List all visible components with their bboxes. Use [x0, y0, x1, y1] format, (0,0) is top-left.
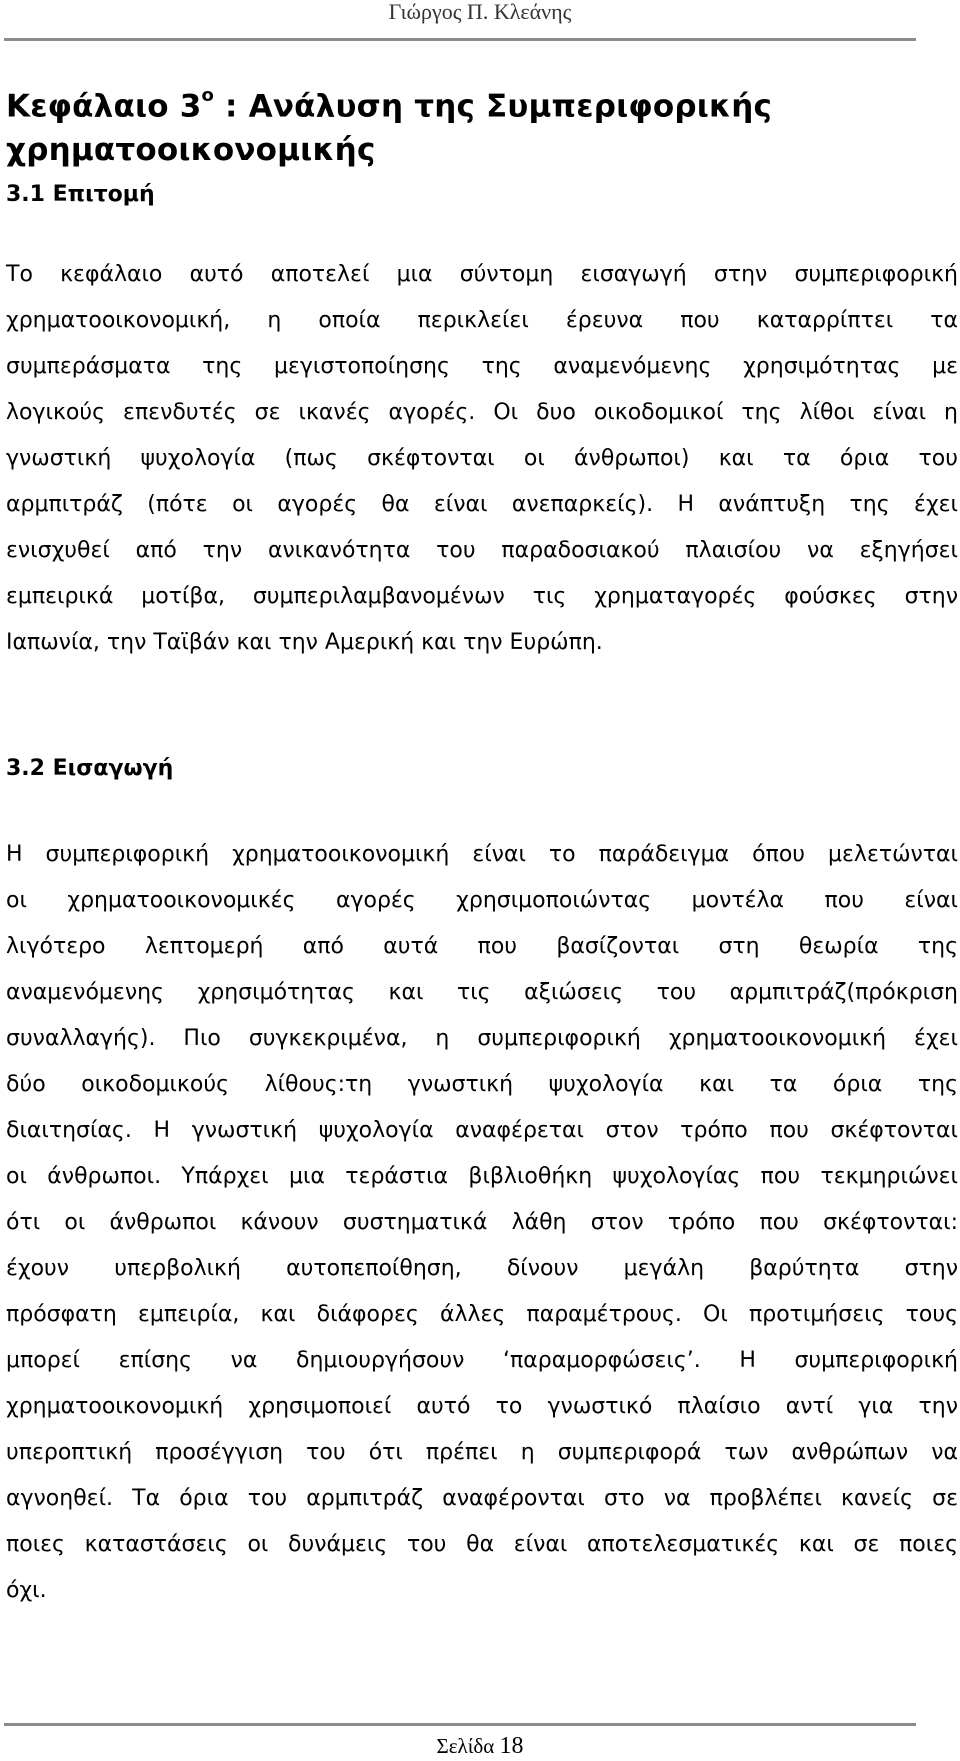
paragraph-line: Η συμπεριφορική χρηματοοικονομική είναι το παράδειγμα όπου μελετώνται [6, 842, 958, 867]
paragraph-line: εμπειρικά μοτίβα, συμπεριλαμβανομένων τις χρηματαγορές φούσκες στην [6, 584, 958, 609]
section-heading-summary: 3.1 Επιτομή [6, 182, 155, 207]
paragraph-line: γνωστική ψυχολογία (πως σκέφτονται οι άνθρωποι) και τα όρια του [6, 446, 958, 471]
footer-divider [4, 1723, 916, 1726]
paragraph-line: ότι οι άνθρωποι κάνουν συστηματικά λάθη στον τρόπο που σκέφτονται: [6, 1210, 958, 1235]
header-author: Γιώργος Π. Κλεάνης [388, 0, 572, 24]
paragraph-line: υπεροπτική προσέγγιση του ότι πρέπει η συμπεριφορά των ανθρώπων να [6, 1440, 958, 1465]
header-divider [4, 38, 916, 41]
chapter-title-prefix: Κεφάλαιο 3 [6, 88, 202, 125]
paragraph-line: Ιαπωνία, την Ταϊβάν και την Αμερική και την Ευρώπη. [6, 630, 603, 655]
chapter-title-rest: : Ανάλυση της Συμπεριφορικής [214, 88, 773, 125]
paragraph-line: συμπεράσματα της μεγιστοποίησης της αναμενόμενης χρησιμότητας με [6, 354, 958, 379]
paragraph-line: λογικούς επενδυτές σε ικανές αγορές. Οι δυο οικοδομικοί της λίθοι είναι η [6, 400, 958, 425]
section-heading-introduction: 3.2 Εισαγωγή [6, 756, 174, 781]
paragraph-line: αγνοηθεί. Τα όρια του αρμπιτράζ αναφέρονται στο να προβλέπει κανείς σε [6, 1486, 958, 1511]
paragraph-line: ποιες καταστάσεις οι δυνάμεις του θα είναι αποτελεσματικές και σε ποιες [6, 1532, 958, 1557]
paragraph-line: χρηματοοικονομική, η οποία περικλείει έρευνα που καταρρίπτει τα [6, 308, 958, 333]
page-number: 18 [499, 1733, 524, 1759]
paragraph-line: Το κεφάλαιο αυτό αποτελεί μια σύντομη εισαγωγή στην συμπεριφορική [6, 262, 958, 287]
paragraph-line: οι άνθρωποι. Υπάρχει μια τεράστια βιβλιοθήκη ψυχολογίας που τεκμηριώνει [6, 1164, 958, 1189]
introduction-paragraph [6, 832, 958, 1614]
paragraph-line: αρμπιτράζ (πότε οι αγορές θα είναι ανεπαρκείς). Η ανάπτυξη της έχει [6, 492, 958, 517]
chapter-title-line2: χρηματοοικονομικής [6, 132, 376, 169]
paragraph-line: δύο οικοδομικούς λίθους:τη γνωστική ψυχολογία και τα όρια της [6, 1072, 958, 1097]
paragraph-line: ενισχυθεί από την ανικανότητα του παραδοσιακού πλαισίου να εξηγήσει [6, 538, 958, 563]
paragraph-line: λιγότερο λεπτομερή από αυτά που βασίζονται στη θεωρία της [6, 934, 958, 959]
paragraph-line: έχουν υπερβολική αυτοπεποίθηση, δίνουν μεγάλη βαρύτητα στην [6, 1256, 958, 1281]
paragraph-line: μπορεί επίσης να δημιουργήσουν ‘παραμορφώσεις’. Η συμπεριφορική [6, 1348, 958, 1373]
paragraph-line: οι χρηματοοικονομικές αγορές χρησιμοποιώντας μοντέλα που είναι [6, 888, 958, 913]
paragraph-line: συναλλαγής). Πιο συγκεκριμένα, η συμπεριφορική χρηματοοικονομική έχει [6, 1026, 958, 1051]
chapter-title [6, 78, 906, 172]
chapter-title-ordinal: ο [201, 85, 215, 106]
paragraph-line: χρηματοοικονομική χρησιμοποιεί αυτό το γνωστικό πλαίσιο αντί για την [6, 1394, 958, 1419]
page-label: Σελίδα [436, 1734, 495, 1758]
page-header [0, 0, 960, 24]
page-footer [0, 1734, 960, 1758]
paragraph-line: διαιτησίας. Η γνωστική ψυχολογία αναφέρεται στον τρόπο που σκέφτονται [6, 1118, 958, 1143]
summary-paragraph [6, 252, 958, 666]
paragraph-line: πρόσφατη εμπειρία, και διάφορες άλλες παραμέτρους. Οι προτιμήσεις τους [6, 1302, 958, 1327]
paragraph-line: αναμενόμενης χρησιμότητας και τις αξιώσεις του αρμπιτράζ(πρόκριση [6, 980, 958, 1005]
paragraph-line: όχι. [6, 1578, 47, 1603]
